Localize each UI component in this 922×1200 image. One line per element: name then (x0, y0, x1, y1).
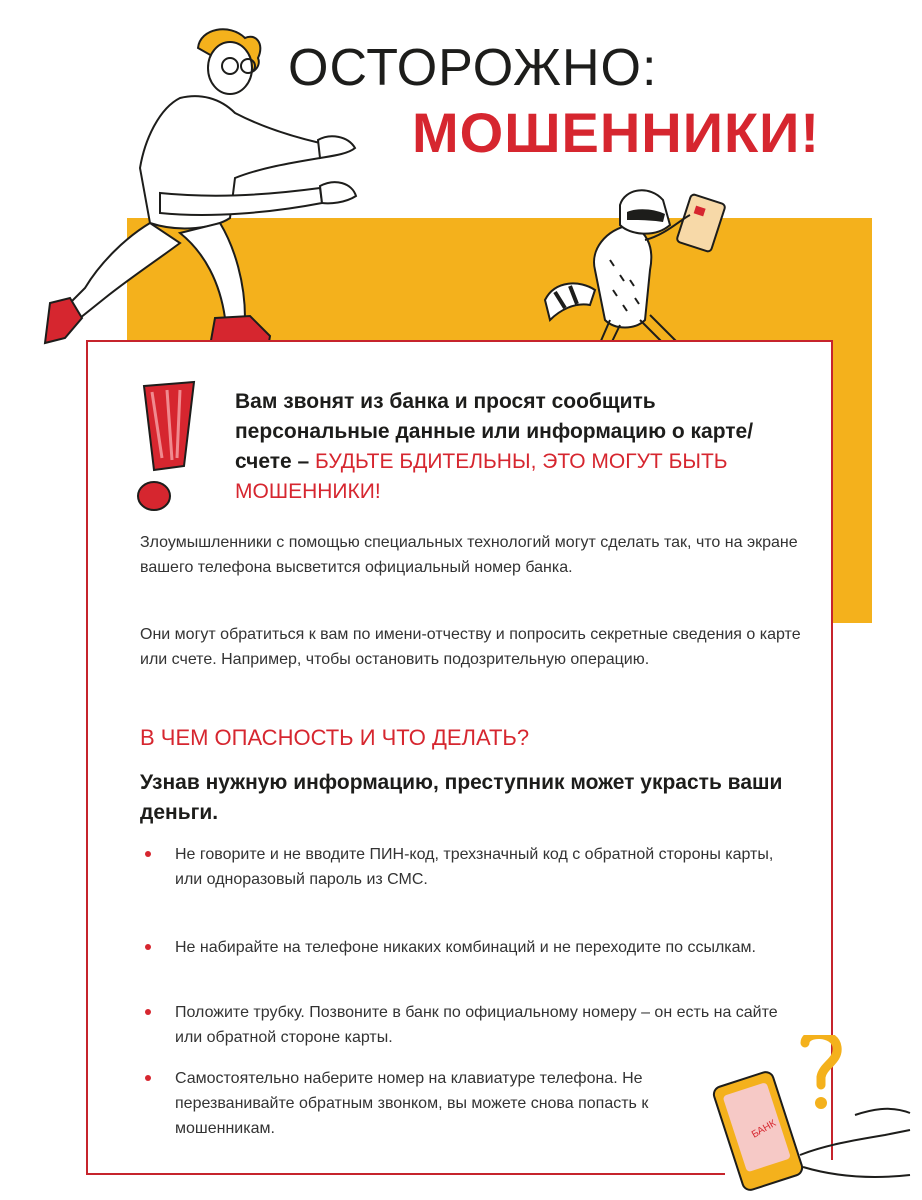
list-item-text: Не набирайте на телефоне никаких комбинаций и не переходите по ссылкам. (175, 939, 756, 956)
list-item (175, 842, 795, 892)
section-heading: В ЧЕМ ОПАСНОСТЬ И ЧТО ДЕЛАТЬ? (140, 725, 530, 750)
phone-screen-text: БАНК (749, 1118, 779, 1141)
alert-message (235, 387, 795, 507)
paragraph-1: Злоумышленники с помощью специальных технологий могут сделать так, что на экране вашего телефона высветится официальный номер банка. (140, 534, 798, 576)
bullet-dot (145, 1009, 151, 1015)
title-line-1: ОСТОРОЖНО: (288, 39, 658, 97)
list-item (175, 1000, 795, 1050)
bullet-dot (145, 851, 151, 857)
bullet-dot (145, 944, 151, 950)
bullet-dot (145, 1075, 151, 1081)
raccoon-illustration (535, 180, 735, 360)
list-item (175, 935, 795, 960)
section-lead: Узнав нужную информацию, преступник может украсть ваши деньги. (140, 771, 783, 824)
paragraph-2: Они могут обратиться к вам по имени-отчеству и попросить секретные сведения о карте или счете. Например, чтобы остановить подозрительную операцию. (140, 626, 801, 668)
list-item (175, 1066, 705, 1141)
phone-hand-illustration (705, 1035, 915, 1195)
list-item-text: Положите трубку. Позвоните в банк по официальному номеру – он есть на сайте или обратной стороне карты. (175, 1004, 778, 1046)
list-item-text: Не говорите и не вводите ПИН-код, трехзначный код с обратной стороны карты, или одноразовый пароль из СМС. (175, 846, 774, 888)
title-line-2: МОШЕННИКИ! (412, 101, 821, 164)
list-item-text: Самостоятельно наберите номер на клавиатуре телефона. Не перезванивайте обратным звонком, вы можете снова попасть к мошенникам. (175, 1070, 649, 1137)
alert-text: Вам звонят из банка и просят сообщить персональные данные или информацию о карте/счете – (235, 390, 754, 473)
exclamation-icon (132, 378, 202, 513)
alert-highlight: БУДЬТЕ БДИТЕЛЬНЫ, ЭТО МОГУТ БЫТЬ МОШЕННИКИ! (235, 450, 728, 503)
